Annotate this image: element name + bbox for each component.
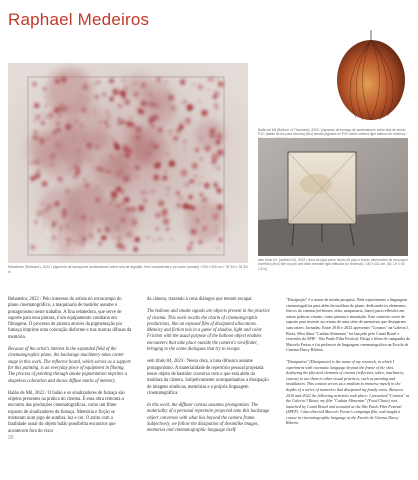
artwork-untitled-image (258, 138, 408, 256)
text-column-3 (286, 297, 410, 432)
paragraph-rebatedor-en: Because of the artist's interest in the expanded field of the cinematographic plane, the backstage machinery takes center stage in this work. The reflector board, which serves as a support for this painting, is an everyday piece of equipment in filming. The process of painting through smoke pigmentation imprints a shapeless coloration and shows diffuse marks of memory. (8, 347, 131, 384)
text-column-2 (147, 297, 271, 441)
text-column-1 (8, 297, 132, 441)
caption-balloon-artwork: Balão de Mil (Balloon of Thousand), 2022 / pigmento de fumaça de aceleradores sobre tela de tecido PVC (balão de luz para cinema) (fixo) smoke pigment on PVC fabric cinema light balloon for cinema) / (258, 128, 407, 137)
artwork-balloon-image (258, 30, 408, 126)
paragraph-bio-pt: "Dissipação" é o nome de minha pesquisa. Nela experimento a linguagem cinematográfica para além da moldura do plano, dedicando-os elementos físicos do cinema (refletores, telas, maquinaria, luzes) para reflexões em outras práticas visuais, como pintura e instalação. Este contexto serve de suporte para investir no retrato de uma série de memórias que dissiparam suas raízes. Jornadas: Entre 2016 e 2022 apresentei "Cosmos" na Galeria 3 Bicas, Meu filme "Caduta Alimentar" foi lançado pelo Canal Brasil e vencedor do SPIF - São Paulo Film Festival. Dirigi o filme de campanha de Marcelo Freixo e fui professor de linguagem cinematográfica na Escola de Cinema Darcy Ribeiro. (286, 297, 410, 353)
paragraph-sem-titulo-pt: sem título 04, 2023 / Nessa obra, a luna difusora assume protagonismo. A materialidade de repertório pessoal projetada nesse objeto de bastidor conversa com o que está além da moldura da câmera. Subjetivamente acompanhamos a dissipação de imagens sinéticas, memórias e a própria linguagem cinematográfica. (147, 359, 269, 396)
paragraph-balao-en: The balloon and smoke signals are objects present in the practice of cinema. This work recalls the charm of cinematographic productions, like an exposed film of dissipated allocations. Memory and fiction mix in a game of shadow, light and color. Friction with the usual purpose of the balloon object enables encounters that take place outside the camera's viewfinder, bringing to the scene dialogues that try to escape. (147, 309, 270, 353)
paragraph-rebatedor-pt: Rebatedor, 2022 / Pelo interesse do artista no extracampo do plano cinematográfico, a maquinaria de bastidor assume o protagonismo neste trabalho. A fina rebatedora, que serve de suporte para essa pintura, é um equipamento cotidiano em filmagens. O processo de pintura através da pigmentação por fumaça imprime uma coloração disforme e traz marcas difusas da memória. (8, 297, 132, 340)
paragraph-sem-titulo-en: In this work, the diffuser canvas assumes protagonism. The materiality of a personal repertoire projected onto this backstage object converses with what lies beyond the camera frame. Subjectively, we follow the dissipation of dreamlike images, memories and cinematographic language itself. (147, 403, 270, 434)
paragraph-balao-pt-cont: da câmera, trazendo à cena diálogos que tentam escapar. (147, 297, 253, 302)
artwork-main-image (8, 63, 248, 263)
caption-untitled-artwork: sem título 04, (untitled 04), 2023 / linha de pipa sobre tecido de pipa e tecido (dimensões de seu papel invertido) (fixo) kite on pan and ditch remnant light diffusion (to reversal) / 130 x 161 cm. (51 1/4 x 63 1/2 in) (258, 258, 408, 271)
caption-main-artwork: Rebatedor (Reflector), 2022 / pigmento de fumaça de aceleradores sobre tela de algodão, ferro ornamental e pó cobre (smoke) / 200 x 200 cm / 78 3/4 x 78 3/4 in (8, 265, 248, 274)
page-heading: Raphael Medeiros (8, 10, 150, 29)
page-number: 32 (8, 435, 14, 441)
paragraph-bio-en: "Dissipation" (Dissipation) is the name of my research, in which I experiment with cinematic language beyond the frame of the shot, deploying the physical elements of cinema (reflectors, tubes, machinery, canvas) to use them in other visual practices, such as painting and installation. This context serves as a medium to immerse myself in the depths of a series of memories that dissipated my family roots. Between 2016 and 2022 the following activities took place: I presented "Cosmos" at the Galeria 3 Bicas; my film "Caduta Alimentar" (Food Chain) was launched by Canal Brasil and awarded at the São Paulo Film Festival (SPFF). I also directed Marcelo Freixo's campaign film, and taught a course in cinematographic language at the Escola de Cinema Darcy Ribeiro. (286, 358, 410, 426)
paragraph-balao-pt: Balão de Mil, 2022 / O balão e os sinalizadores de fumaça são objetos presentes na prática do cinema. É essa obra remonta a encontro das produções cinematográficas, como um filme exposto de sinalizadores de fumaça. Memória e ficção se misturam num jogo de sombra, luz e cor. O atrito com a fatalidade usual do objeto balão possibilita encontros que acontecem fora do visor (8, 390, 125, 434)
